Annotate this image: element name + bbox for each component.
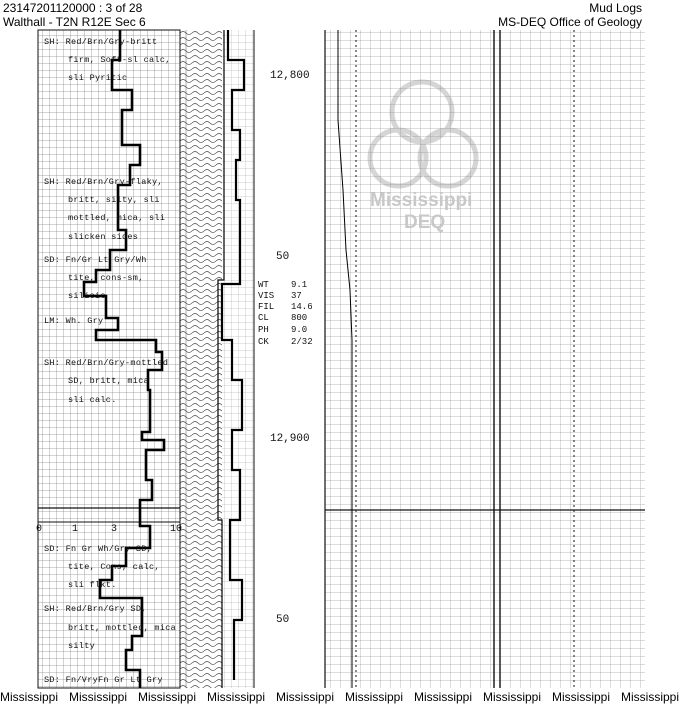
footer-watermark xyxy=(0,690,680,705)
agency-label: MS-DEQ Office of Geology xyxy=(498,15,642,29)
lithology-text: britt, silty, sli xyxy=(68,195,160,205)
lithology-text: tite, Cons, calc, xyxy=(68,562,160,572)
lithology-text: sli Pyritic xyxy=(68,73,128,83)
mud-prop-key: FIL xyxy=(258,302,275,312)
depth-track xyxy=(222,30,254,688)
mud-prop-key: CK xyxy=(258,337,269,347)
lithology-text: SH: Red/Brn/Gry-mottled xyxy=(44,358,169,368)
right-track-grid xyxy=(325,30,645,688)
mud-prop-key: WT xyxy=(258,280,269,290)
lithology-text: SH: Red/Brn/Gry-flaky, xyxy=(44,177,163,187)
depth-label-50-a: 50 xyxy=(276,251,290,263)
lithology-text: silicic xyxy=(68,291,106,301)
footer-watermark-label: Mississippi xyxy=(69,690,128,704)
mud-prop-value: 2/32 xyxy=(291,337,313,347)
scale-label-10: 10 xyxy=(170,524,183,535)
lithology-text: SH: Red/Brn/Gry-britt xyxy=(44,37,158,47)
mud-prop-value: 800 xyxy=(291,313,308,323)
footer-watermark-label: Mississippi xyxy=(483,690,542,704)
mud-prop-value: 14.6 xyxy=(291,302,313,312)
lithology-text: sli calc. xyxy=(68,395,117,405)
location-label: Walthall - T2N R12E Sec 6 xyxy=(3,15,146,29)
mud-prop-value: 9.1 xyxy=(291,280,308,290)
lithology-text: SH: Red/Brn/Gry SD, xyxy=(44,604,147,614)
lithology-text: SD: Fn Gr Wh/Gry SD, xyxy=(44,544,153,554)
lithology-text: slicken sides xyxy=(68,232,139,242)
scale-label-3: 3 xyxy=(111,524,118,535)
lithology-text: SD: Fn/VryFn Gr Lt Gry xyxy=(44,675,163,685)
footer-watermark-label: Mississippi xyxy=(138,690,197,704)
mud-prop-value: 9.0 xyxy=(291,325,308,335)
mud-prop-key: VIS xyxy=(258,291,275,301)
scale-label-1: 1 xyxy=(72,524,79,535)
document-type: Mud Logs xyxy=(589,1,642,15)
document-id: 23147201120000 : 3 of 28 xyxy=(3,1,143,15)
watermark-line1: Mississippi xyxy=(370,190,473,211)
lithology-text: tite, cons-sm, xyxy=(68,273,144,283)
footer-watermark-label: Mississippi xyxy=(345,690,404,704)
footer-watermark-label: Mississippi xyxy=(552,690,611,704)
lithology-text: sli flkt. xyxy=(68,580,117,590)
footer-watermark-label: Mississippi xyxy=(621,690,680,704)
watermark-line2: DEQ xyxy=(404,212,446,233)
lithology-text: SD, britt, mica xyxy=(68,376,150,386)
footer-watermark-label: Mississippi xyxy=(207,690,266,704)
depth-label-50-b: 50 xyxy=(276,614,290,626)
lithology-text: britt, mottled, mica xyxy=(68,623,177,633)
lithology-text: SD: Fn/Gr Lt Gry/Wh xyxy=(44,255,147,265)
mud-prop-key: CL xyxy=(258,313,269,323)
lithology-text: LM: Wh. Gry xyxy=(44,316,104,326)
mud-prop-value: 37 xyxy=(291,291,302,301)
lithology-text: silty xyxy=(68,641,96,651)
lithology-column xyxy=(180,30,222,688)
footer-watermark-label: Mississippi xyxy=(414,690,473,704)
lithology-text: mottled, mica, sli xyxy=(68,213,166,223)
scale-label-0: 0 xyxy=(36,524,43,535)
footer-watermark-label: Mississippi xyxy=(276,690,335,704)
depth-label-12800: 12,800 xyxy=(270,70,310,82)
mud-prop-key: PH xyxy=(258,325,269,335)
footer-watermark-label: Mississippi xyxy=(0,690,59,704)
lithology-text: firm, Soft-sl calc, xyxy=(68,55,171,65)
depth-label-12900: 12,900 xyxy=(270,433,310,445)
